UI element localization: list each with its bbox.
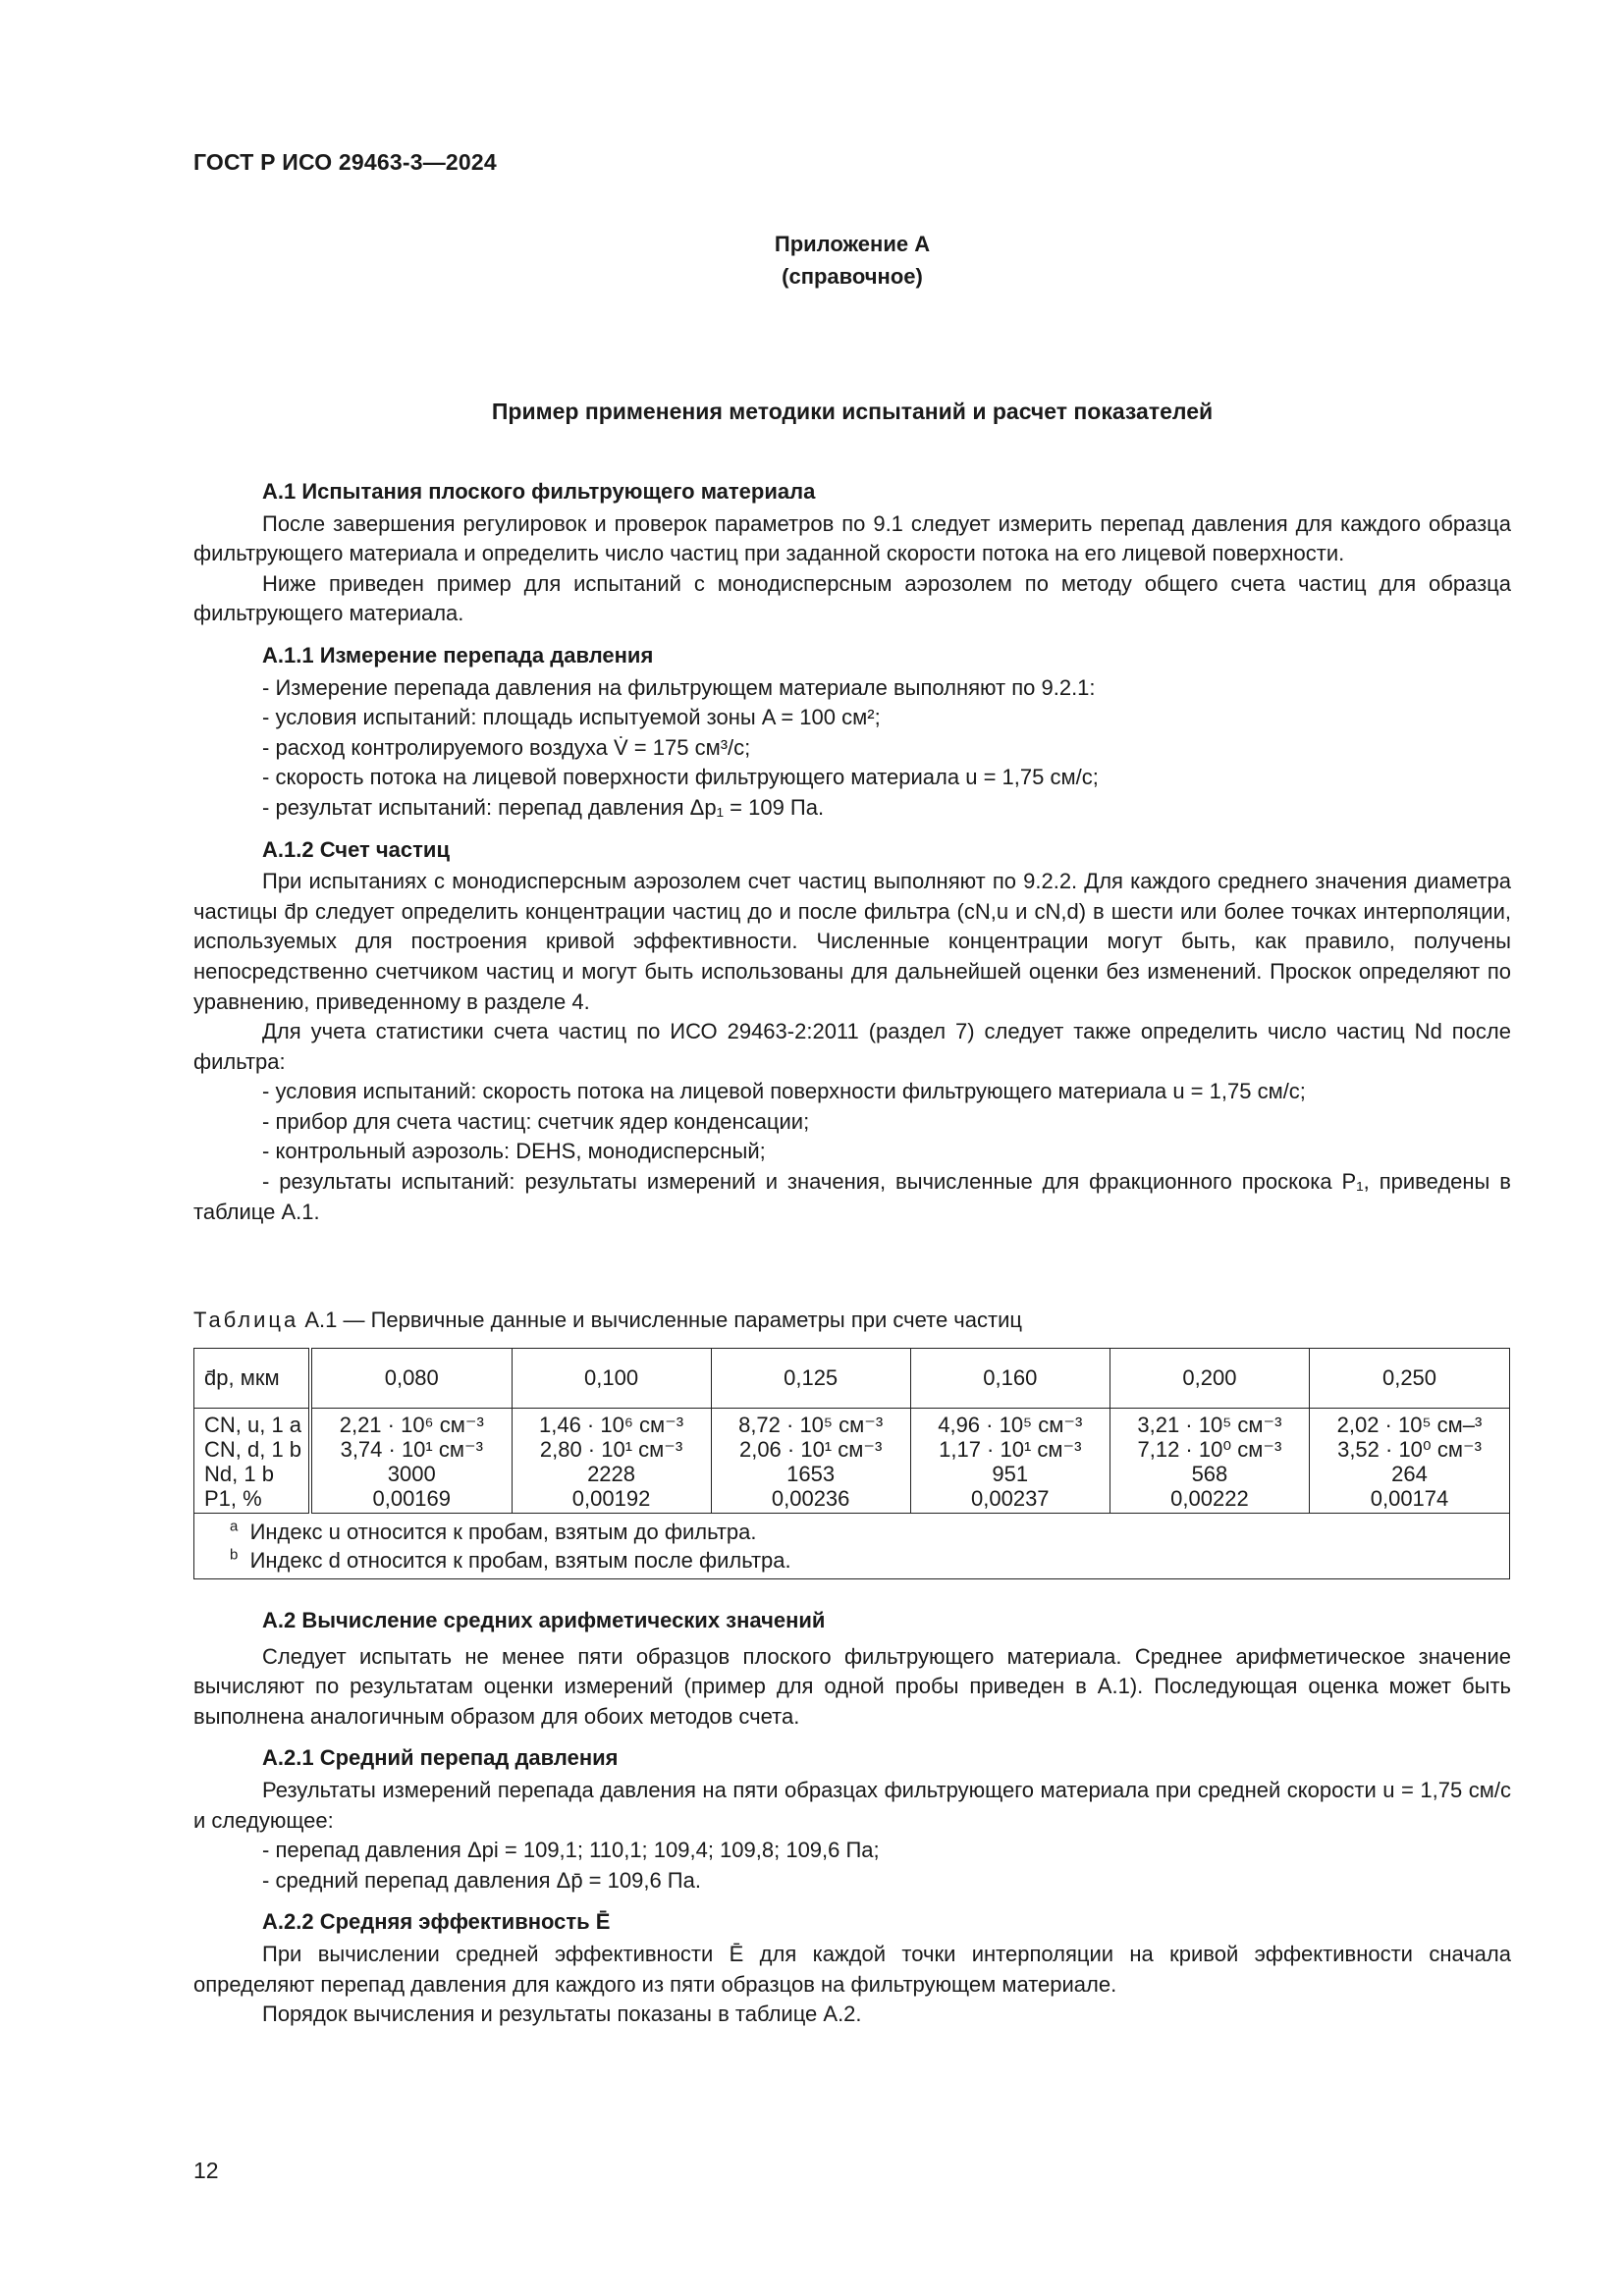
list-item: - расход контролируемого воздуха V̇ = 175 см³/с; — [193, 733, 1511, 764]
annex-label — [193, 228, 1511, 293]
cn-u-value: 2,02 · 10⁵ см–³ — [1336, 1413, 1483, 1437]
nd-value: 3000 — [387, 1462, 436, 1486]
column-header: 0,160 — [910, 1349, 1110, 1409]
value-cell — [711, 1409, 910, 1514]
paragraph: Следует испытать не менее пяти образцов плоского фильтрующего материала. Среднее арифметическое значение вычисляют по результатам оценки измерений (пример для одной пробы приведен в А.1). Последующая оценка может быть выполнена аналогичным образом для обоих методов счета. — [193, 1643, 1511, 1729]
cn-d-value: 2,06 · 10¹ см⁻³ — [738, 1437, 883, 1462]
list-item: - условия испытаний: площадь испытуемой зоны A = 100 см²; — [193, 703, 1511, 733]
section-heading: А.1 Испытания плоского фильтрующего материала — [262, 479, 816, 504]
cn-d-value: 7,12 · 10⁰ см⁻³ — [1137, 1437, 1282, 1462]
paragraph: При вычислении средней эффективности Ē для каждой точки интерполяции на кривой эффективности сначала определяют перепад давления для каждого из пяти образцов на фильтрующем материале. — [193, 1941, 1511, 1997]
section-a1 — [193, 477, 1511, 1227]
cn-d-value: 1,17 · 10¹ см⁻³ — [939, 1437, 1082, 1462]
intro-line — [193, 673, 1511, 704]
cn-u-value: 2,21 · 10⁶ см⁻³ — [339, 1413, 484, 1437]
column-header: 0,250 — [1310, 1349, 1510, 1409]
p1-value: 0,00236 — [771, 1486, 850, 1511]
note-b-text: Индекс d относится к пробам, взятым после фильтра. — [249, 1548, 791, 1573]
row-label: Nd, 1 b — [204, 1462, 274, 1486]
column-header: 0,200 — [1110, 1349, 1309, 1409]
nd-value: 1653 — [786, 1462, 836, 1486]
column-header: 0,125 — [711, 1349, 910, 1409]
p1-value: 0,00237 — [971, 1486, 1050, 1511]
section-a2 — [193, 1606, 1511, 2030]
note-a-marker: a — [230, 1518, 239, 1535]
cn-d-value: 3,52 · 10⁰ см⁻³ — [1337, 1437, 1482, 1462]
paragraph: После завершения регулировок и проверок параметров по 9.1 следует измерить перепад давления для каждого образца фильтрующего материала и определить число частиц при заданной скорости потока на его лицевой поверхности. — [193, 510, 1511, 566]
section-heading: А.2.2 Средняя эффективность Ē — [262, 1909, 611, 1935]
value-cell — [310, 1409, 512, 1514]
row-labels — [194, 1409, 311, 1514]
row-label: P1, % — [204, 1486, 262, 1511]
list-item: - результат испытаний: перепад давления Δp₁ = 109 Па. — [193, 793, 1511, 824]
cn-d-value: 2,80 · 10¹ см⁻³ — [539, 1437, 683, 1462]
list-item: - средний перепад давления Δp̄ = 109,6 Па. — [193, 1866, 1511, 1896]
nd-value: 264 — [1391, 1462, 1428, 1486]
paragraph: Результаты измерений перепада давления на пяти образцах фильтрующего материала при средней скорости u = 1,75 см/с и следующее: — [193, 1777, 1511, 1833]
value-cell — [512, 1409, 711, 1514]
column-header: 0,100 — [512, 1349, 711, 1409]
list-item: - прибор для счета частиц: счетчик ядер конденсации; — [193, 1107, 1511, 1138]
annex-heading: Пример применения методики испытаний и расчет показателей — [491, 399, 1214, 424]
nd-value: 568 — [1191, 1462, 1228, 1486]
note-a — [230, 1518, 1509, 1546]
standard-designation: ГОСТ Р ИСО 29463-3—2024 — [193, 149, 497, 175]
p1-value: 0,00222 — [1170, 1486, 1249, 1511]
section-heading: А.1.2 Счет частиц — [262, 836, 450, 862]
dp-header: d̄p, мкм — [194, 1349, 311, 1409]
paragraph: Для учета статистики счета частиц по ИСО 29463-2:2011 (раздел 7) следует также определить число частиц Nd после фильтра: — [193, 1019, 1511, 1074]
cn-u-value: 4,96 · 10⁵ см⁻³ — [938, 1413, 1083, 1437]
section-heading: А.2 Вычисление средних арифметических значений — [262, 1608, 826, 1632]
nd-value: 2228 — [587, 1462, 636, 1486]
list-item: - перепад давления Δpi = 109,1; 110,1; 109,4; 109,8; 109,6 Па; — [193, 1836, 1511, 1866]
p1-value: 0,00174 — [1370, 1486, 1449, 1511]
p1-value: 0,00192 — [571, 1486, 651, 1511]
value-cell — [1110, 1409, 1309, 1514]
section-heading: А.1.1 Измерение перепада давления — [262, 642, 654, 667]
paragraph: При испытаниях с монодисперсным аэрозолем счет частиц выполняют по 9.2.2. Для каждого среднего значения диаметра частицы d̄p следует определить концентрации частиц до и после фильтра (cN,u и cN,d) в шести или более точках интерполяции, используемых для построения кривой эффективности. Численные концентрации могут быть, как правило, получены непосредственно счетчиком частиц и могут быть использованы для дальнейшей оценки без изменений. Проскок определяют по уравнению, приведенному в разделе 4. — [193, 869, 1511, 1014]
table-notes-row — [194, 1514, 1510, 1579]
cn-u-value: 3,21 · 10⁵ см⁻³ — [1137, 1413, 1282, 1437]
p1-value: 0,00169 — [372, 1486, 452, 1511]
intro-text: Измерение перепада давления на фильтрующем материале выполняют по 9.2.1: — [275, 674, 1096, 700]
paragraph: - результаты испытаний: результаты измерений и значения, вычисленные для фракционного проскока P₁, приведены в таблице А.1. — [193, 1169, 1511, 1224]
section-heading: А.2.1 Средний перепад давления — [262, 1745, 619, 1771]
list-item: - условия испытаний: скорость потока на лицевой поверхности фильтрующего материала u = 1,75 см/с; — [193, 1077, 1511, 1107]
row-label: CN, u, 1 a — [204, 1413, 302, 1437]
table-data-row — [194, 1409, 1510, 1514]
cn-u-value: 8,72 · 10⁵ см⁻³ — [738, 1413, 884, 1437]
caption-prefix: Таблица — [193, 1308, 299, 1332]
column-header: 0,080 — [310, 1349, 512, 1409]
cn-u-value: 1,46 · 10⁶ см⁻³ — [539, 1413, 684, 1437]
value-cell — [1310, 1409, 1510, 1514]
caption-text: А.1 — Первичные данные и вычисленные параметры при счете частиц — [298, 1308, 1022, 1332]
table-header-row — [194, 1349, 1510, 1409]
paragraph: Порядок вычисления и результаты показаны в таблице А.2. — [262, 2002, 862, 2027]
nd-value: 951 — [992, 1462, 1029, 1486]
note-a-text: Индекс u относится к пробам, взятым до фильтра. — [249, 1520, 757, 1544]
annex-title: Приложение А — [774, 232, 931, 256]
page-number: 12 — [193, 2158, 219, 2183]
value-cell — [910, 1409, 1110, 1514]
list-item: - контрольный аэрозоль: DEHS, монодисперсный; — [193, 1137, 1511, 1167]
table-caption — [193, 1308, 1022, 1333]
table-a1 — [193, 1348, 1510, 1579]
table-notes — [194, 1514, 1510, 1579]
cn-d-value: 3,74 · 10¹ см⁻³ — [340, 1437, 483, 1462]
paragraph: Ниже приведен пример для испытаний с монодисперсным аэрозолем по методу общего счета частиц для образца фильтрующего материала. — [193, 570, 1511, 626]
note-b-marker: b — [230, 1546, 239, 1564]
list-item: - скорость потока на лицевой поверхности фильтрующего материала u = 1,75 см/с; — [193, 763, 1511, 793]
row-label: CN, d, 1 b — [204, 1437, 302, 1462]
note-b — [230, 1546, 1509, 1575]
annex-status: (справочное) — [782, 264, 923, 289]
